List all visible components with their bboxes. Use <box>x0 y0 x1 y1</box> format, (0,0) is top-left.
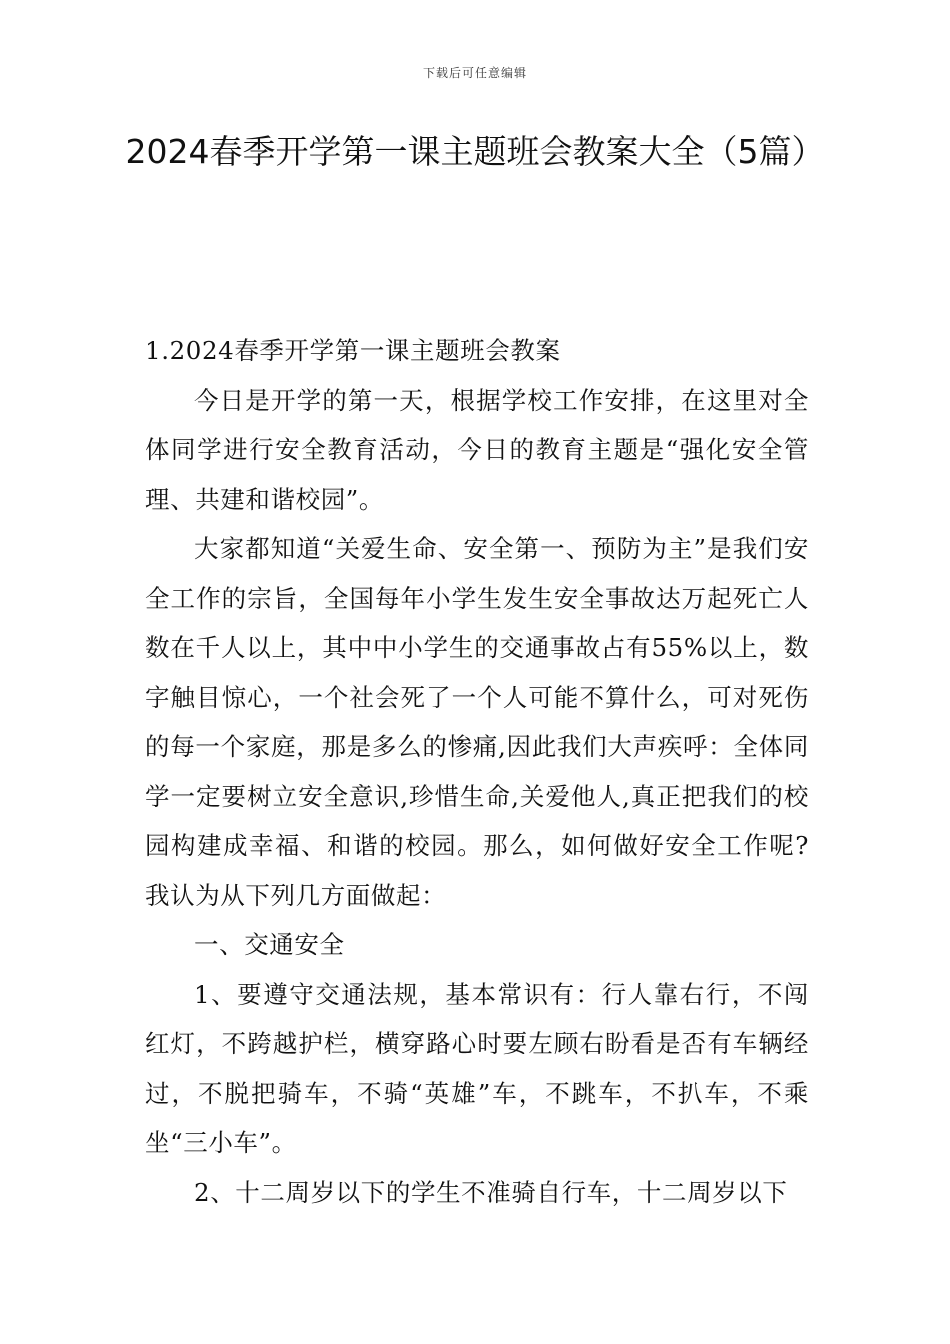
header-note: 下载后可任意编辑 <box>422 66 527 80</box>
document-title: 2024春季开学第一课主题班会教案大全（5篇） <box>125 132 825 171</box>
document-body <box>145 326 809 1217</box>
paragraph-traffic-rule-1: 1、要遵守交通法规，基本常识有：行人靠右行，不闯红灯，不跨越护栏，横穿路心时要左顾右盼看是否有车辆经过，不脱把骑车，不骑“英雄”车，不跳车，不扒车，不乘坐“三小车”。 <box>145 979 809 1157</box>
section-heading: 1.2024春季开学第一课主题班会教案 <box>145 336 561 365</box>
paragraph-traffic-rule-2: 2、十二周岁以下的学生不准骑自行车，十二周岁以下 <box>194 1177 788 1207</box>
paragraph-intro: 今日是开学的第一天，根据学校工作安排，在这里对全体同学进行安全教育活动，今日的教育主题是“强化安全管理、共建和谐校园”。 <box>145 385 809 514</box>
paragraph-safety-purpose: 大家都知道“关爱生命、安全第一、预防为主”是我们安全工作的宗旨，全国每年小学生发生安全事故达万起死亡人数在千人以上，其中中小学生的交通事故占有55%以上，数字触目惊心，一个社会死了一个人可能不算什么，可对死伤的每一个家庭，那是多么的惨痛,因此我们大声疾呼：全体同学一定要树立安全意识,珍惜生命,关爱他人,真正把我们的校园构建成幸福、和谐的校园。那么，如何做好安全工作呢?我认为从下列几方面做起： <box>145 534 809 910</box>
subheading-traffic-safety: 一、交通安全 <box>194 930 345 959</box>
